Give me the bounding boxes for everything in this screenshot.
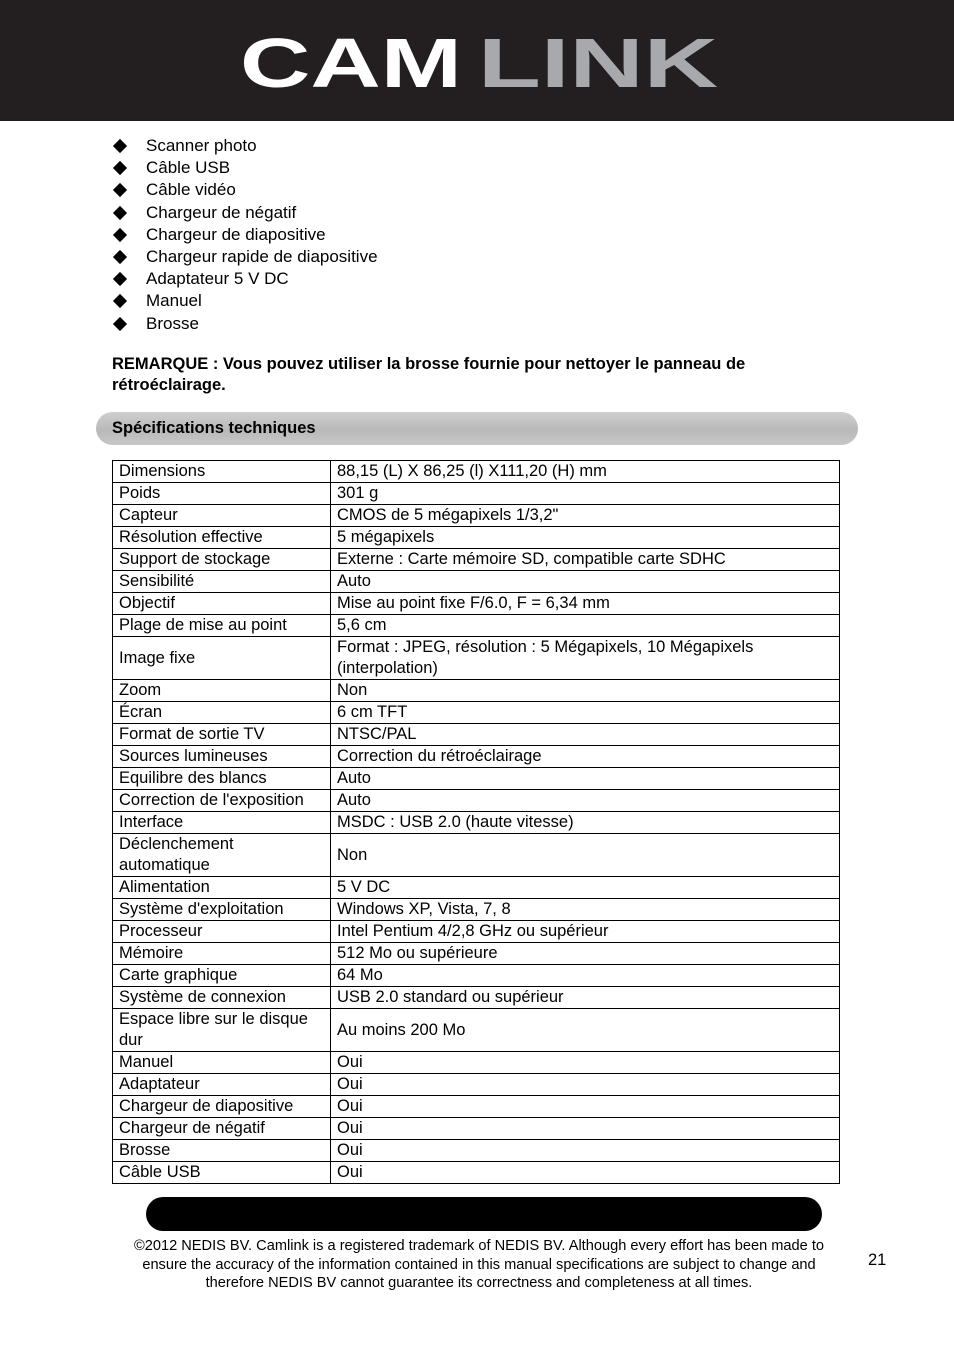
spec-label-cell: Objectif — [113, 593, 331, 615]
footer-bar — [146, 1197, 822, 1231]
spec-label-cell: Sources lumineuses — [113, 746, 331, 768]
diamond-bullet-icon — [113, 294, 127, 308]
spec-label-cell: Résolution effective — [113, 527, 331, 549]
section-header-bar — [96, 412, 858, 445]
spec-label-cell: Chargeur de diapositive — [113, 1096, 331, 1118]
spec-label-cell: Câble USB — [113, 1162, 331, 1184]
table-row — [113, 746, 840, 768]
spec-label-cell: Poids — [113, 483, 331, 505]
diamond-bullet-icon — [113, 272, 127, 286]
spec-label-cell: Interface — [113, 812, 331, 834]
spec-label-cell: Mémoire — [113, 943, 331, 965]
table-row — [113, 724, 840, 746]
logo-text-cam: CAM — [240, 30, 462, 90]
list-item — [113, 246, 378, 268]
list-item-label: Câble vidéo — [146, 180, 236, 200]
table-row — [113, 921, 840, 943]
logo-text-link: LINK — [478, 30, 718, 90]
spec-value-cell: Mise au point fixe F/6.0, F = 6,34 mm — [331, 593, 840, 615]
table-row — [113, 1162, 840, 1184]
table-row — [113, 987, 840, 1009]
spec-value-cell: Oui — [331, 1162, 840, 1184]
table-row — [113, 834, 840, 877]
diamond-bullet-icon — [113, 228, 127, 242]
spec-label-cell: Dimensions — [113, 461, 331, 483]
list-item-label: Scanner photo — [146, 136, 257, 155]
spec-label-cell: Plage de mise au point — [113, 615, 331, 637]
table-row — [113, 943, 840, 965]
table-row — [113, 768, 840, 790]
table-row — [113, 527, 840, 549]
spec-value-cell: 64 Mo — [331, 965, 840, 987]
table-row — [113, 571, 840, 593]
list-item — [113, 290, 378, 312]
spec-value-cell: Intel Pentium 4/2,8 GHz ou supérieur — [331, 921, 840, 943]
list-item — [113, 224, 378, 246]
spec-label-cell: Déclenchement automatique — [113, 834, 331, 877]
spec-value-cell: Oui — [331, 1074, 840, 1096]
spec-value-cell: 5,6 cm — [331, 615, 840, 637]
table-row — [113, 461, 840, 483]
spec-value-cell: Non — [331, 834, 840, 877]
spec-label-cell: Écran — [113, 702, 331, 724]
spec-label-cell: Support de stockage — [113, 549, 331, 571]
diamond-bullet-icon — [113, 183, 127, 197]
table-row — [113, 1118, 840, 1140]
camlink-logo — [240, 30, 722, 90]
spec-label-cell: Chargeur de négatif — [113, 1118, 331, 1140]
spec-value-cell: 301 g — [331, 483, 840, 505]
copyright-text: ©2012 NEDIS BV. Camlink is a registered trademark of NEDIS BV. Although every effort has been made to ensure the accuracy of the information contained in this manual specifications are subject to change and therefore NEDIS BV cannot guarantee its correctness and completeness at all times. — [134, 1238, 824, 1291]
spec-value-cell: CMOS de 5 mégapixels 1/3,2" — [331, 505, 840, 527]
table-row — [113, 593, 840, 615]
spec-value-cell: Windows XP, Vista, 7, 8 — [331, 899, 840, 921]
spec-value-cell: Oui — [331, 1052, 840, 1074]
spec-value-cell: Auto — [331, 571, 840, 593]
spec-label-cell: Adaptateur — [113, 1074, 331, 1096]
list-item-label: Câble USB — [146, 158, 231, 178]
spec-label-cell: Capteur — [113, 505, 331, 527]
spec-label-cell: Manuel — [113, 1052, 331, 1074]
section-title: Spécifications techniques — [112, 419, 316, 437]
table-row — [113, 1052, 840, 1074]
list-item-label: Chargeur de diapositive — [146, 224, 326, 244]
table-row — [113, 637, 840, 680]
spec-value-cell: Oui — [331, 1118, 840, 1140]
table-row — [113, 702, 840, 724]
diamond-bullet-icon — [113, 139, 127, 153]
spec-value-cell: Format : JPEG, résolution : 5 Mégapixels, 10 Mégapixels (interpolation) — [331, 637, 840, 680]
table-row — [113, 483, 840, 505]
table-row — [113, 877, 840, 899]
table-row — [113, 680, 840, 702]
spec-label-cell: Correction de l'exposition — [113, 790, 331, 812]
page-number: 21 — [868, 1251, 887, 1269]
spec-value-cell: 5 mégapixels — [331, 527, 840, 549]
spec-value-cell: 512 Mo ou supérieure — [331, 943, 840, 965]
table-row — [113, 965, 840, 987]
spec-label-cell: Zoom — [113, 680, 331, 702]
table-row — [113, 1009, 840, 1052]
spec-label-cell: Equilibre des blancs — [113, 768, 331, 790]
diamond-bullet-icon — [113, 161, 127, 175]
spec-value-cell: 5 V DC — [331, 877, 840, 899]
spec-label-cell: Sensibilité — [113, 571, 331, 593]
page-header — [0, 0, 954, 121]
list-item — [113, 268, 378, 290]
table-row — [113, 1074, 840, 1096]
specifications-table — [112, 460, 840, 1184]
spec-value-cell: Oui — [331, 1140, 840, 1162]
list-item-label: Brosse — [146, 313, 199, 333]
spec-value-cell: Au moins 200 Mo — [331, 1009, 840, 1052]
spec-value-cell: Non — [331, 680, 840, 702]
package-contents-list — [113, 135, 378, 335]
list-item-label: Chargeur rapide de diapositive — [146, 246, 378, 266]
diamond-bullet-icon — [113, 316, 127, 330]
list-item — [113, 313, 378, 335]
spec-value-cell: Auto — [331, 768, 840, 790]
table-row — [113, 615, 840, 637]
list-item-label: Chargeur de négatif — [146, 202, 297, 222]
spec-label-cell: Format de sortie TV — [113, 724, 331, 746]
spec-label-cell: Système d'exploitation — [113, 899, 331, 921]
list-item-label: Manuel — [146, 291, 202, 311]
list-item-label: Adaptateur 5 V DC — [146, 269, 289, 289]
spec-label-cell: Système de connexion — [113, 987, 331, 1009]
spec-value-cell: USB 2.0 standard ou supérieur — [331, 987, 840, 1009]
note-text: REMARQUE : Vous pouvez utiliser la brosse fournie pour nettoyer le panneau de rétroéclairage. — [112, 355, 746, 394]
spec-label-cell: Image fixe — [113, 637, 331, 680]
table-row — [113, 1096, 840, 1118]
spec-value-cell: 6 cm TFT — [331, 702, 840, 724]
list-item — [113, 157, 378, 179]
table-row — [113, 899, 840, 921]
spec-value-cell: MSDC : USB 2.0 (haute vitesse) — [331, 812, 840, 834]
spec-value-cell: NTSC/PAL — [331, 724, 840, 746]
list-item — [113, 135, 378, 157]
diamond-bullet-icon — [113, 205, 127, 219]
spec-label-cell: Processeur — [113, 921, 331, 943]
spec-value-cell: Correction du rétroéclairage — [331, 746, 840, 768]
spec-label-cell: Brosse — [113, 1140, 331, 1162]
table-row — [113, 1140, 840, 1162]
list-item — [113, 202, 378, 224]
spec-label-cell: Espace libre sur le disque dur — [113, 1009, 331, 1052]
spec-value-cell: Oui — [331, 1096, 840, 1118]
table-row — [113, 790, 840, 812]
spec-value-cell: Auto — [331, 790, 840, 812]
spec-label-cell: Alimentation — [113, 877, 331, 899]
list-item — [113, 179, 378, 201]
table-row — [113, 812, 840, 834]
spec-value-cell: 88,15 (L) X 86,25 (l) X111,20 (H) mm — [331, 461, 840, 483]
diamond-bullet-icon — [113, 250, 127, 264]
spec-value-cell: Externe : Carte mémoire SD, compatible carte SDHC — [331, 549, 840, 571]
spec-label-cell: Carte graphique — [113, 965, 331, 987]
table-row — [113, 505, 840, 527]
table-row — [113, 549, 840, 571]
